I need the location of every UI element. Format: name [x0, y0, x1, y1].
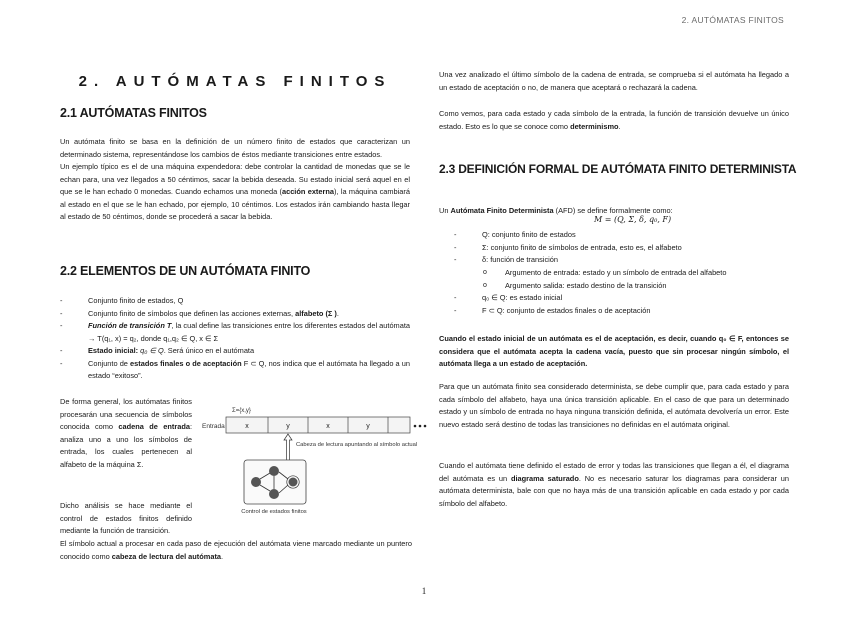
page-number: 1	[421, 586, 427, 596]
list-item: - Conjunto finito de estados, Q	[60, 295, 410, 308]
list-item: o Argumento salida: estado destino de la transición	[483, 280, 783, 293]
state-node	[269, 489, 279, 499]
tape-cell: y	[366, 423, 370, 430]
general-paragraph-3: El símbolo actual a procesar en cada paso de ejecución del autómata viene marcado mediante un puntero conocido como cabeza de lectura del autómata.	[60, 539, 412, 561]
list-item: - Q: conjunto finito de estados	[454, 229, 784, 242]
read-head-label: Cabeza de lectura apuntando al símbolo actual	[296, 442, 418, 448]
running-header: 2. AUTÓMATAS FINITOS	[681, 15, 784, 25]
alphabet-label: Σ={x,y}	[232, 408, 251, 414]
tape-cell: y	[286, 423, 290, 430]
general-paragraph-2: Dicho análisis se hace mediante el control de estados finitos definido mediante la función de transición.	[60, 501, 192, 535]
state-node	[251, 477, 261, 487]
afd-definition-list-cont	[454, 292, 784, 317]
list-item: o Argumento de entrada: estado y un símbolo de entrada del alfabeto	[483, 267, 783, 280]
automaton-figure	[196, 404, 432, 519]
afd-intro: Un Autómata Finito Determinista (AFD) se define formalmente como:	[439, 206, 673, 215]
accepting-state-node	[289, 478, 298, 487]
chapter-title: 2. AUTÓMATAS FINITOS	[78, 73, 392, 90]
section-2-1-body	[60, 136, 410, 224]
determinism-paragraph: Para que un autómata finito sea considerado determinista, se debe cumplir que, para cada estado y para cada símbolo del alfabeto, haya una única transición aplicable. En el caso de que para un determinado estado y un símbolo de entrada no haya ninguna transición definida, el autómata devolvería un error. Este nuevo estado será destino de todas las transiciones no definidas en el autómata original.	[439, 382, 789, 429]
input-tape	[226, 417, 410, 433]
empty-string-paragraph: Cuando el estado inicial de un autómata es el de aceptación, es decir, cuando q₀ ∈ F, entonces se considera que el autómata acepta la cadena vacía, puesto que sin procesar ningún símbolo, el autómata llega a un estado de aceptación.	[439, 334, 789, 368]
afd-formula: M = (Q, Σ, δ, q₀, F)	[594, 215, 672, 224]
list-item: - Σ: conjunto finito de símbolos de entrada, esto es, el alfabeto	[454, 242, 784, 255]
paragraph: Un autómata finito se basa en la definición de un número finito de estados que caracterizan un determinado sistema, representándose los cambios de éstos mediante transiciones entre estados.	[60, 137, 410, 159]
transition-sublist	[483, 267, 783, 292]
list-item: - Conjunto de estados finales o de aceptación F ⊂ Q, nos indica que el autómata ha llegado a un estado “exitoso”.	[60, 358, 410, 383]
list-item: - δ: función de transición	[454, 254, 784, 267]
tape-cell: x	[245, 423, 249, 430]
section-2-3-heading: 2.3 DEFINICIÓN FORMAL DE AUTÓMATA FINITO DETERMINISTA	[439, 162, 797, 176]
section-2-2-heading: 2.2 ELEMENTOS DE UN AUTÓMATA FINITO	[60, 264, 311, 278]
right-paragraph-2: Como vemos, para cada estado y cada símbolo de la entrada, la función de transición devuelve un único estado. Esto es lo que se conoce como determinismo.	[439, 109, 789, 131]
list-item: - F ⊂ Q: conjunto de estados finales o de aceptación	[454, 305, 784, 318]
list-item: - q₀ ∈ Q: es estado inicial	[454, 292, 784, 305]
control-label: Control de estados finitos	[241, 509, 307, 515]
read-head-arrow-icon	[284, 434, 292, 464]
paragraph: Un ejemplo típico es el de una máquina expendedora: debe controlar la cantidad de monedas que se le echan para, una vez llegados a 50 céntimos, sacar la bebida deseada. Su estado inicial será aquel en el que se le han echado 0 monedas. Cuando echamos una moneda (acción externa), la máquina cambiará al estado en el que se le han echado, por ejemplo, 10 céntimos. Los estados irán cambiando hasta llegar al estado de 50 céntimos, donde se procederá a sacar la bebida.	[60, 162, 410, 221]
list-item: - Estado inicial: q₀ ∈ Q. Será único en el autómata	[60, 345, 410, 358]
state-node	[269, 466, 279, 476]
right-paragraph-1: Una vez analizado el último símbolo de la cadena de entrada, se comprueba si el autómata ha llegado a un estado de aceptación o no, de manera que aceptará o rechazará la cadena.	[439, 70, 789, 92]
list-item: - Conjunto finito de símbolos que definen las acciones externas, alfabeto (Σ ).	[60, 308, 410, 321]
input-label: Entrada	[202, 423, 225, 430]
list-item: - Función de transición T, la cual define las transiciones entre los diferentes estados del autómata → T(q₁, x) = q₂, donde q₁,q₂ ∈ Q, x ∈ Σ	[60, 320, 410, 345]
tape-cell: x	[326, 423, 330, 430]
general-paragraph-1: De forma general, los autómatas finitos procesarán una secuencia de símbolos conocida como cadena de entrada: analiza uno a uno los símbolos de entrada, los cuales pertenecen al alfabeto de la máquina Σ.	[60, 397, 193, 469]
afd-definition-list	[454, 229, 784, 267]
section-2-1-heading: 2.1 AUTÓMATAS FINITOS	[60, 106, 207, 120]
saturated-diagram-paragraph: Cuando el autómata tiene definido el estado de error y todas las transiciones que llegan a él, el diagrama del autómata es un diagrama saturado. No es necesario saturar los diagramas para considerar un autómata determinista, bale con que no haya más de una transición aplicable en cada estado y por cada símbolo del alfabeto.	[439, 461, 789, 508]
elements-list	[60, 295, 410, 383]
